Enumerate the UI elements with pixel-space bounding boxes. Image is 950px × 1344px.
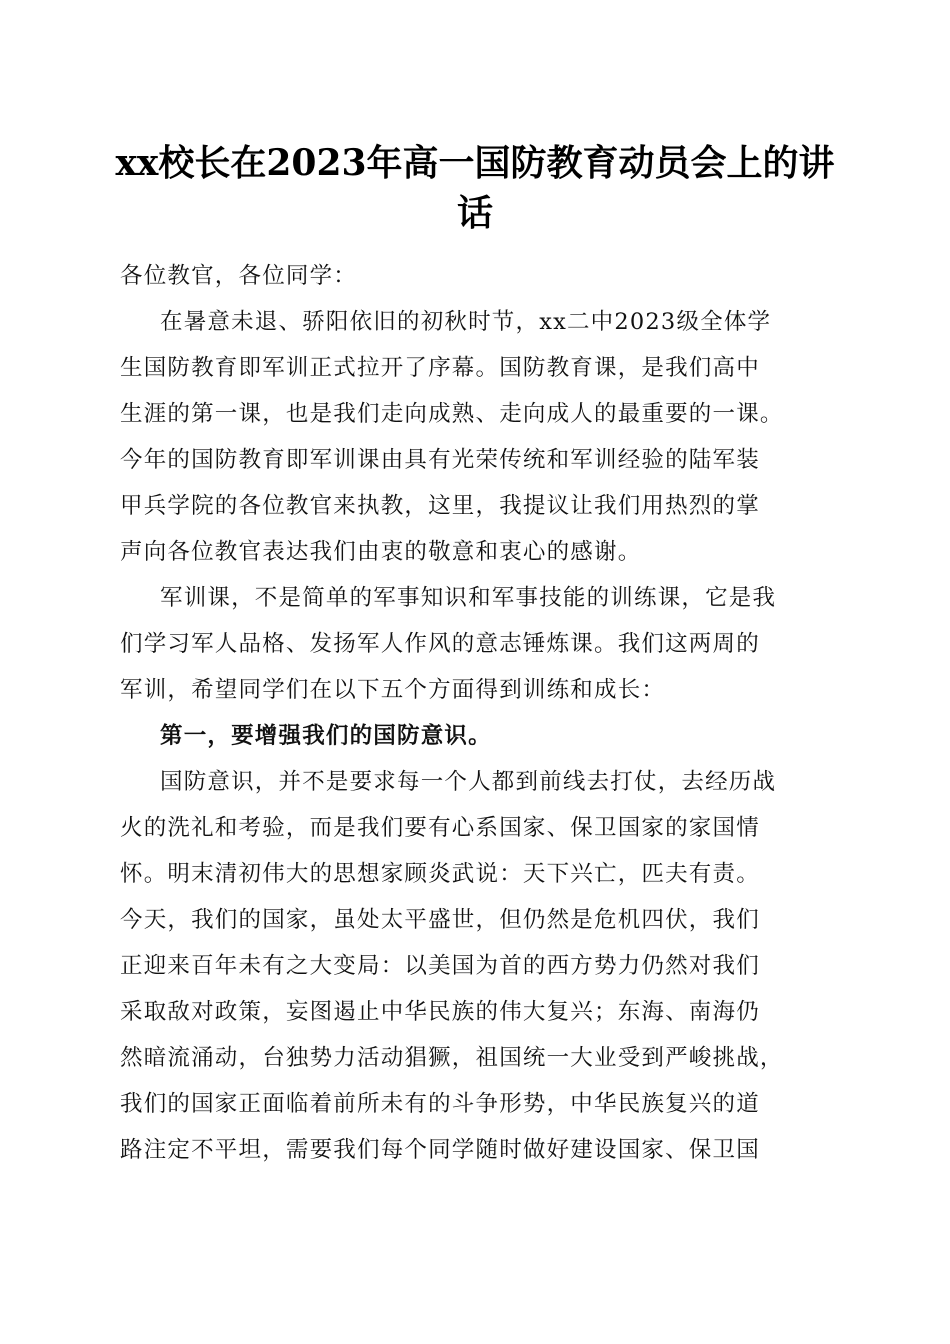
paragraph-line: 采取敌对政策，妄图遏止中华民族的伟大复兴；东海、南海仍 xyxy=(120,999,760,1025)
paragraph-line: 火的洗礼和考验，而是我们要有心系国家、保卫国家的家国情 xyxy=(120,815,760,841)
paragraph-line: 今年的国防教育即军训课由具有光荣传统和军训经验的陆军装 xyxy=(120,447,760,473)
section-heading: 第一，要增强我们的国防意识。 xyxy=(160,723,492,749)
paragraph-line: 我们的国家正面临着前所未有的斗争形势，中华民族复兴的道 xyxy=(120,1091,760,1117)
paragraph-line: 正迎来百年未有之大变局：以美国为首的西方势力仍然对我们 xyxy=(120,953,760,979)
paragraph-line: 国防意识，并不是要求每一个人都到前线去打仗，去经历战 xyxy=(160,769,777,795)
paragraph-line: 在暑意未退、骄阳依旧的初秋时节，xx二中2023级全体学 xyxy=(160,309,772,335)
paragraph-line: 然暗流涌动，台独势力活动猖獗，祖国统一大业受到严峻挑战， xyxy=(120,1045,784,1071)
paragraph-line: 怀。明末清初伟大的思想家顾炎武说：天下兴亡，匹夫有责。 xyxy=(120,861,760,887)
paragraph-line: 声向各位教官表达我们由衷的敬意和衷心的感谢。 xyxy=(120,539,642,565)
paragraph-line: 生国防教育即军训正式拉开了序幕。国防教育课，是我们高中 xyxy=(120,355,760,381)
document-body xyxy=(120,253,840,1173)
document-title xyxy=(110,138,840,238)
paragraph-line: 路注定不平坦，需要我们每个同学随时做好建设国家、保卫国 xyxy=(120,1137,760,1163)
paragraph-line: 军训课，不是简单的军事知识和军事技能的训练课，它是我 xyxy=(160,585,777,611)
paragraph-line: 们学习军人品格、发扬军人作风的意志锤炼课。我们这两周的 xyxy=(120,631,760,657)
paragraph-line: 军训，希望同学们在以下五个方面得到训练和成长： xyxy=(120,677,666,703)
title-line-1: xx校长在2023年高一国防教育动员会上的讲 xyxy=(115,142,835,184)
paragraph-line: 今天，我们的国家，虽处太平盛世，但仍然是危机四伏，我们 xyxy=(120,907,760,933)
salutation: 各位教官，各位同学： xyxy=(120,263,358,289)
paragraph-line: 生涯的第一课，也是我们走向成熟、走向成人的最重要的一课。 xyxy=(120,401,784,427)
paragraph-line: 甲兵学院的各位教官来执教，这里，我提议让我们用热烈的掌 xyxy=(120,493,760,519)
title-line-2: 话 xyxy=(456,192,493,234)
